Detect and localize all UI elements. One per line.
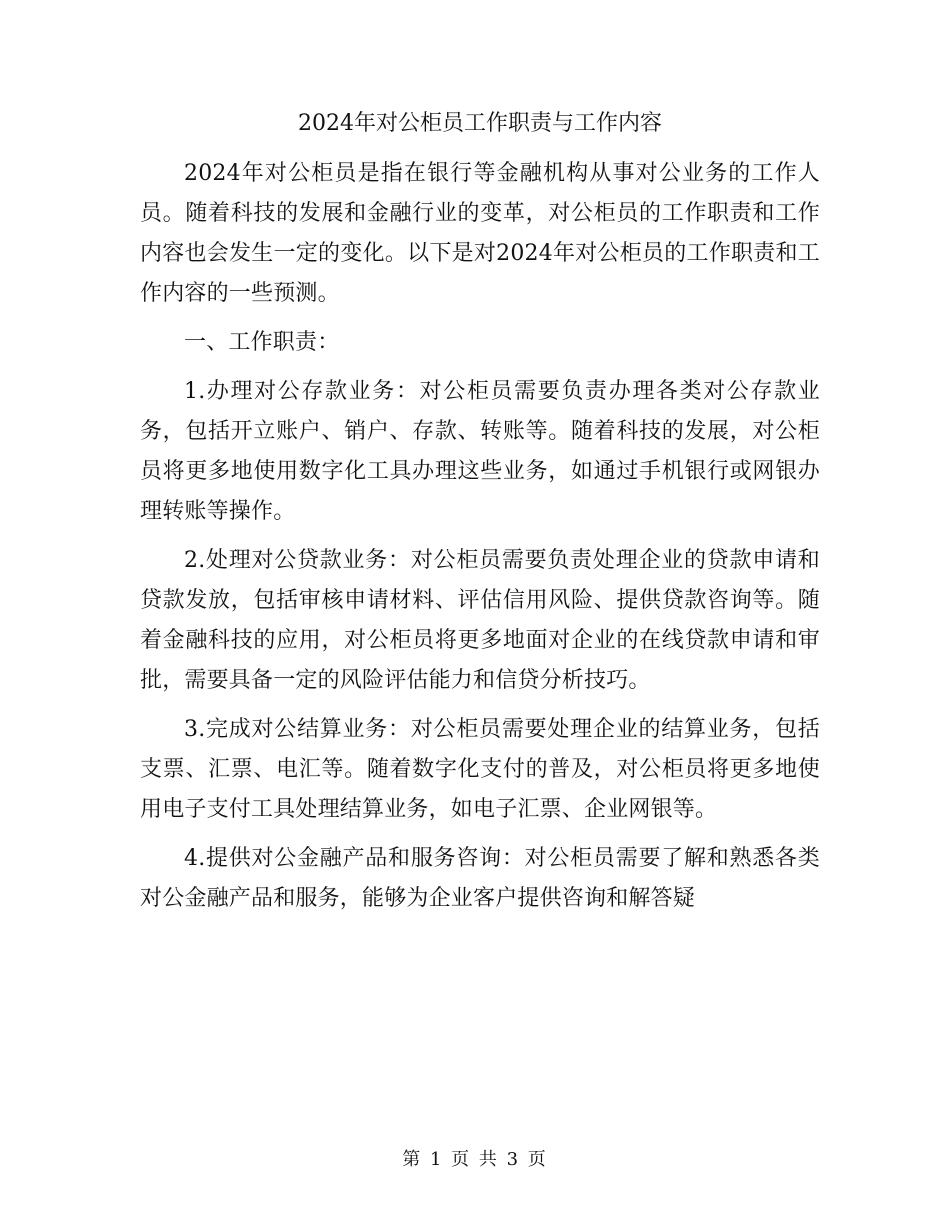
intro-paragraph: 2024年对公柜员是指在银行等金融机构从事对公业务的工作人员。随着科技的发展和金融行业的变革，对公柜员的工作职责和工作内容也会发生一定的变化。以下是对2024年对公柜员的工作职责和工作内容的一些预测。 — [140, 161, 820, 306]
duty-item-1: 1.办理对公存款业务：对公柜员需要负责办理各类对公存款业务，包括开立账户、销户、存款、转账等。随着科技的发展，对公柜员将更多地使用数字化工具办理这些业务，如通过手机银行或网银办理转账等操作。 — [140, 379, 820, 524]
section-heading-duties: 一、工作职责： — [184, 330, 340, 355]
page-number-footer: 第 1 页 共 3 页 — [402, 1149, 548, 1170]
duty-item-3: 3.完成对公结算业务：对公柜员需要处理企业的结算业务，包括支票、汇票、电汇等。随着数字化支付的普及，对公柜员将更多地使用电子支付工具处理结算业务，如电子汇票、企业网银等。 — [140, 717, 820, 822]
duty-item-4: 4.提供对公金融产品和服务咨询：对公柜员需要了解和熟悉各类对公金融产品和服务，能够为企业客户提供咨询和解答疑 — [140, 846, 820, 911]
document-title: 2024年对公柜员工作职责与工作内容 — [298, 111, 662, 136]
duty-item-2: 2.处理对公贷款业务：对公柜员需要负责处理企业的贷款申请和贷款发放，包括审核申请材料、评估信用风险、提供贷款咨询等。随着金融科技的应用，对公柜员将更多地面对企业的在线贷款申请和审批，需要具备一定的风险评估能力和信贷分析技巧。 — [140, 548, 820, 693]
document-body — [140, 104, 820, 919]
